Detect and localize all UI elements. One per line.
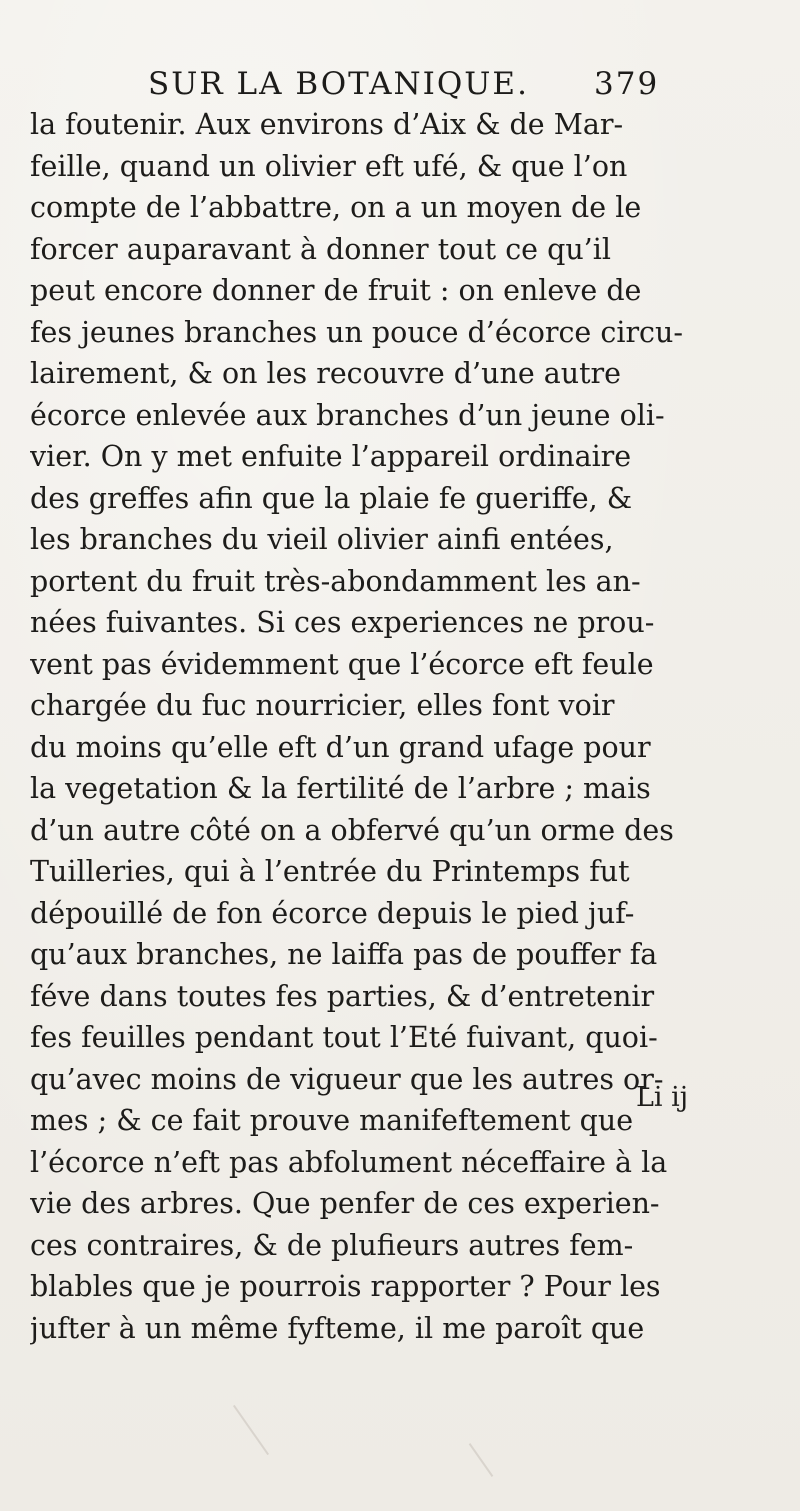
text-line: du moins qu’elle eft d’un grand ufage pour xyxy=(30,730,651,764)
text-line: ces contraires, & de plufieurs autres fem- xyxy=(30,1228,634,1262)
text-line: feille, quand un olivier eft ufé, & que l’on xyxy=(30,149,628,183)
text-line: lairement, & on les recouvre d’une autre xyxy=(30,357,622,390)
text-line: qu’aux branches, ne laiffa pas de pouffer fa xyxy=(30,938,658,971)
text-line: les branches du vieil olivier ainfi entées, xyxy=(30,523,614,556)
text-line: nées fuivantes. Si ces experiences ne prou- xyxy=(30,606,655,639)
body-text xyxy=(30,104,790,1349)
text-line: blables que je pourrois rapporter ? Pour les xyxy=(30,1270,661,1303)
text-line: mes ; & ce fait prouve manifeftement que xyxy=(30,1104,634,1137)
text-line: vie des arbres. Que penfer de ces experien- xyxy=(30,1187,660,1220)
page-number: 379 xyxy=(594,66,660,102)
text-line: d’un autre côté on a obfervé qu’un orme des xyxy=(30,813,674,847)
text-line: la vegetation & la fertilité de l’arbre ; mais xyxy=(30,772,651,805)
text-line: fes jeunes branches un pouce d’écorce circu- xyxy=(30,315,684,349)
text-line: dépouillé de fon écorce depuis le pied juf- xyxy=(30,896,635,930)
text-line: vier. On y met enfuite l’appareil ordinaire xyxy=(30,440,632,473)
text-line: féve dans toutes fes parties, & d’entretenir xyxy=(30,979,655,1013)
running-title: SUR LA BOTANIQUE. xyxy=(148,66,529,102)
text-line: vent pas évidemment que l’écorce eft feule xyxy=(30,647,654,681)
text-line: Tuilleries, qui à l’entrée du Printemps fut xyxy=(30,855,630,888)
text-line: compte de l’abbattre, on a un moyen de le xyxy=(30,191,642,224)
text-line: qu’avec moins de vigueur que les autres or- xyxy=(30,1062,664,1096)
text-line: des greffes afin que la plaie fe gueriffe, & xyxy=(30,481,633,515)
text-line: peut encore donner de fruit : on enleve de xyxy=(30,274,642,307)
text-line: la foutenir. Aux environs d’Aix & de Mar- xyxy=(30,108,624,141)
text-line: fes feuilles pendant tout l’Eté fuivant, quoi- xyxy=(30,1021,658,1054)
text-line: chargée du fuc nourricier, elles font voir xyxy=(30,689,615,722)
text-line: écorce enlevée aux branches d’un jeune oli- xyxy=(30,398,665,432)
paper-blemish xyxy=(469,1443,494,1477)
paper-blemish xyxy=(233,1405,269,1455)
text-line: forcer auparavant à donner tout ce qu’il xyxy=(30,232,611,266)
text-line: jufter à un même fyfteme, il me paroît que xyxy=(30,1311,645,1345)
text-line: l’écorce n’eft pas abfolument néceffaire à la xyxy=(30,1145,668,1179)
text-line: portent du fruit très-abondamment les an- xyxy=(30,564,641,598)
signature-mark: Li ij xyxy=(636,1082,689,1113)
